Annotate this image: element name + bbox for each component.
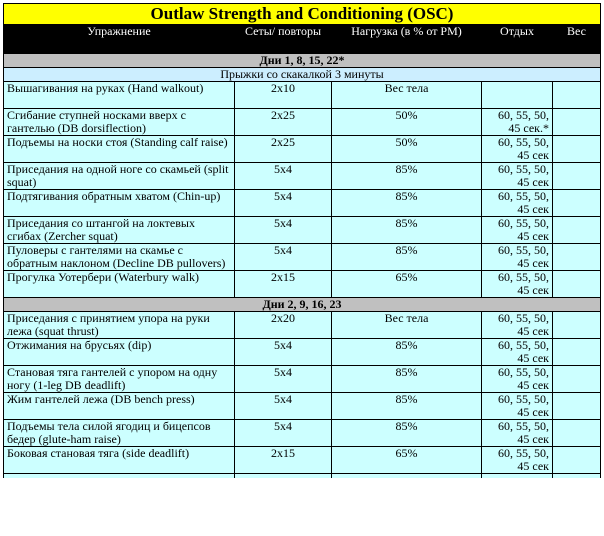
cut-off-cell: [332, 474, 482, 479]
rest-cell: [482, 82, 553, 109]
exercise-cell: Боковая становая тяга (side deadlift): [4, 447, 235, 474]
load-cell: 85%: [332, 217, 482, 244]
table-row: [4, 447, 601, 474]
exercise-cell: Становая тяга гантелей с упором на одну ногу (1-leg DB deadlift): [4, 366, 235, 393]
table-row: [4, 190, 601, 217]
rest-cell: 60, 55, 50, 45 сек: [482, 339, 553, 366]
header-exercise: Упражнение: [4, 25, 235, 54]
load-cell: 85%: [332, 420, 482, 447]
sets-cell: 2x15: [235, 271, 332, 298]
load-cell: 85%: [332, 393, 482, 420]
load-cell: 85%: [332, 163, 482, 190]
weight-cell: [553, 312, 601, 339]
rest-cell: 60, 55, 50, 45 сек: [482, 271, 553, 298]
cut-off-cell: [235, 474, 332, 479]
table-row: [4, 244, 601, 271]
exercise-cell: Подтягивания обратным хватом (Chin-up): [4, 190, 235, 217]
weight-cell: [553, 109, 601, 136]
table-row: [4, 393, 601, 420]
table-row: [4, 82, 601, 109]
table-row: [4, 163, 601, 190]
sets-cell: 5x4: [235, 339, 332, 366]
table-title: Outlaw Strength and Conditioning (OSC): [4, 4, 601, 25]
table-row: [4, 366, 601, 393]
exercise-cell: Приседания на одной ноге со скамьей (split squat): [4, 163, 235, 190]
table-row: [4, 271, 601, 298]
exercise-cell: Пуловеры с гантелями на скамье с обратным наклоном (Decline DB pullovers): [4, 244, 235, 271]
rest-cell: 60, 55, 50, 45 сек: [482, 163, 553, 190]
weight-cell: [553, 163, 601, 190]
exercise-cell: Сгибание ступней носками вверх с гантелью (DB dorsiflection): [4, 109, 235, 136]
load-cell: 50%: [332, 109, 482, 136]
table-row: [4, 312, 601, 339]
weight-cell: [553, 393, 601, 420]
table-row: [4, 136, 601, 163]
weight-cell: [553, 420, 601, 447]
weight-cell: [553, 339, 601, 366]
sets-cell: 5x4: [235, 420, 332, 447]
weight-cell: [553, 217, 601, 244]
day-label: Дни 1, 8, 15, 22*: [4, 54, 601, 68]
rest-cell: 60, 55, 50, 45 сек: [482, 244, 553, 271]
rest-cell: 60, 55, 50, 45 сек: [482, 366, 553, 393]
sets-cell: 2x25: [235, 109, 332, 136]
load-cell: 85%: [332, 339, 482, 366]
table-row: [4, 420, 601, 447]
header-sets: Сеты/ повторы: [235, 25, 332, 54]
exercise-cell: Приседания с принятием упора на руки лежа (squat thrust): [4, 312, 235, 339]
workout-sheet: [3, 3, 600, 478]
exercise-cell: Прогулка Уотербери (Waterbury walk): [4, 271, 235, 298]
weight-cell: [553, 82, 601, 109]
exercise-cell: Вышагивания на руках (Hand walkout): [4, 82, 235, 109]
rest-cell: 60, 55, 50, 45 сек: [482, 190, 553, 217]
sets-cell: 2x20: [235, 312, 332, 339]
load-cell: Вес тела: [332, 82, 482, 109]
rest-cell: 60, 55, 50, 45 сек.*: [482, 109, 553, 136]
header-rest: Отдых: [482, 25, 553, 54]
weight-cell: [553, 366, 601, 393]
sets-cell: 2x15: [235, 447, 332, 474]
rest-cell: 60, 55, 50, 45 сек: [482, 393, 553, 420]
exercise-cell: Отжимания на брусьях (dip): [4, 339, 235, 366]
sets-cell: 5x4: [235, 217, 332, 244]
warmup-text: Прыжки со скакалкой 3 минуты: [4, 68, 601, 82]
weight-cell: [553, 136, 601, 163]
sets-cell: 2x25: [235, 136, 332, 163]
cut-off-cell: [553, 474, 601, 479]
rest-cell: 60, 55, 50, 45 сек: [482, 420, 553, 447]
workout-table: [3, 3, 601, 478]
rest-cell: 60, 55, 50, 45 сек: [482, 447, 553, 474]
load-cell: 85%: [332, 366, 482, 393]
load-cell: Вес тела: [332, 312, 482, 339]
table-row: [4, 339, 601, 366]
day-header: [4, 54, 601, 68]
day-header: [4, 298, 601, 312]
exercise-cell: Жим гантелей лежа (DB bench press): [4, 393, 235, 420]
header-load: Нагрузка (в % от РМ): [332, 25, 482, 54]
load-cell: 65%: [332, 447, 482, 474]
exercise-cell: Подъемы тела силой ягодиц и бицепсов бедер (glute-ham raise): [4, 420, 235, 447]
load-cell: 50%: [332, 136, 482, 163]
cut-off-cell: [4, 474, 235, 479]
table-row: [4, 217, 601, 244]
exercise-cell: Приседания со штангой на локтевых сгибах (Zercher squat): [4, 217, 235, 244]
cut-off-cell: [482, 474, 553, 479]
day-label: Дни 2, 9, 16, 23: [4, 298, 601, 312]
load-cell: 85%: [332, 244, 482, 271]
table-row: [4, 109, 601, 136]
weight-cell: [553, 190, 601, 217]
sets-cell: 5x4: [235, 244, 332, 271]
sets-cell: 5x4: [235, 163, 332, 190]
rest-cell: 60, 55, 50, 45 сек: [482, 312, 553, 339]
warmup-row: [4, 68, 601, 82]
sets-cell: 5x4: [235, 190, 332, 217]
sets-cell: 5x4: [235, 366, 332, 393]
sets-cell: 2x10: [235, 82, 332, 109]
rest-cell: 60, 55, 50, 45 сек: [482, 217, 553, 244]
weight-cell: [553, 271, 601, 298]
sets-cell: 5x4: [235, 393, 332, 420]
weight-cell: [553, 447, 601, 474]
rest-cell: 60, 55, 50, 45 сек: [482, 136, 553, 163]
header-weight: Вес: [553, 25, 601, 54]
exercise-cell: Подъемы на носки стоя (Standing calf raise): [4, 136, 235, 163]
cut-off-row: [4, 474, 601, 479]
load-cell: 65%: [332, 271, 482, 298]
weight-cell: [553, 244, 601, 271]
load-cell: 85%: [332, 190, 482, 217]
